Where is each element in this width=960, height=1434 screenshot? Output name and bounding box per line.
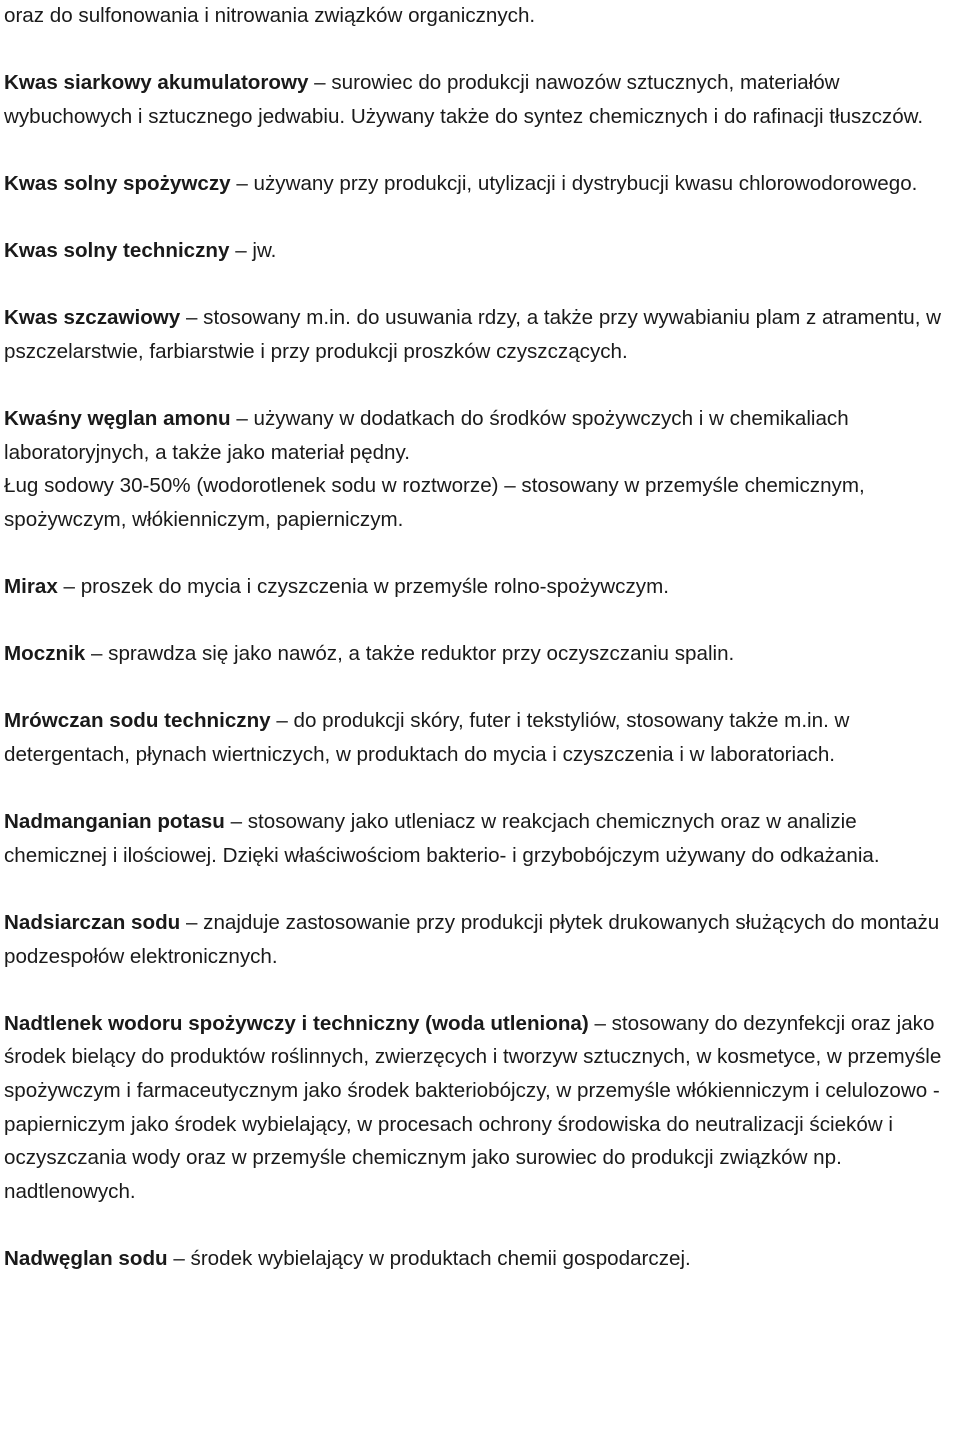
entry-term: Kwas solny spożywczy: [4, 171, 231, 195]
entry-description: stosowany m.in. do usuwania rdzy, a także przy wywabianiu plam z atramentu, w pszczelarstwie, farbiarstwie i przy produkcji proszków czyszczących.: [4, 306, 942, 363]
entry-term: Kwas siarkowy akumulatorowy: [4, 71, 309, 95]
entry-nadweglan-sodu: [4, 1242, 956, 1276]
entry-dash: –: [57, 575, 81, 599]
entry-description: surowiec do produkcji nawozów sztucznych, materiałów wybuchowych i sztucznego jedwabiu. Używany także do syntez chemicznych i do rafinacji tłuszczów.: [4, 71, 924, 128]
entry-description: sprawdza się jako nawóz, a także reduktor przy oczyszczaniu spalin.: [108, 642, 735, 666]
entry-description: oraz do sulfonowania i nitrowania związków organicznych.: [4, 4, 536, 27]
entry-term: Nadsiarczan sodu: [4, 911, 181, 935]
entry-term: Nadwęglan sodu: [4, 1246, 168, 1270]
entry-description: do produkcji skóry, futer i tekstyliów, stosowany także m.in. w detergentach, płynach wiertniczych, w produktach do mycia i czyszczenia i w laboratoriach.: [4, 709, 850, 767]
entry-dash: –: [229, 239, 253, 263]
entry-sulfonation-continuation: [4, 0, 956, 33]
entry-nadmanganian-potasu: [4, 805, 956, 872]
entry-kwas-szczawiowy: [4, 301, 956, 368]
entry-kwas-solny-techniczny: [4, 234, 956, 268]
entry-mrowczan-sodu: [4, 704, 956, 771]
entry-mirax: [4, 570, 956, 604]
entry-description: używany przy produkcji, utylizacji i dystrybucji kwasu chlorowodorowego.: [253, 171, 918, 195]
entry-term: Mocznik: [4, 642, 86, 666]
entry-kwasny-weglan-amonu: [4, 402, 956, 469]
entry-description: Ług sodowy 30-50% (wodorotlenek sodu w roztworze) – stosowany w przemyśle chemicznym, spożywczym, włókienniczym, papierniczym.: [4, 474, 865, 531]
entry-term: Kwas solny techniczny: [4, 239, 230, 263]
entry-kwas-solny-spozywczy: [4, 167, 956, 201]
entry-term: Nadtlenek wodoru spożywczy i techniczny (woda utleniona): [4, 1011, 589, 1035]
entry-dash: –: [224, 810, 248, 834]
entry-description: środek wybielający w produktach chemii gospodarczej.: [190, 1246, 691, 1270]
entry-description: stosowany do dezynfekcji oraz jako środek bielący do produktów roślinnych, zwierzęcych i tworzyw sztucznych, w kosmetyce, w przemyśle spożywczym i farmaceutycznym jako środek bakteriobójczy, w przemyśle włókienniczym i celulozowo - papierniczym jako środek wybielający, w procesach ochrony środowiska do neutralizacji ścieków i oczyszczania wody oraz w przemyśle chemicznym jako surowiec do produkcji związków np. nadtlenowych.: [4, 1011, 942, 1203]
entry-dash: –: [308, 71, 332, 95]
entry-dash: –: [230, 171, 254, 195]
entry-lug-sodowy: [4, 469, 956, 536]
entry-nadsiarczan-sodu: [4, 906, 956, 973]
entry-nadtlenek-wodoru: [4, 1007, 956, 1209]
entry-term: Kwas szczawiowy: [4, 306, 181, 330]
entry-description: proszek do mycia i czyszczenia w przemyśle rolno-spożywczym.: [80, 575, 669, 599]
entry-dash: –: [230, 407, 254, 431]
entry-dash: –: [85, 642, 109, 666]
entry-dash: –: [167, 1246, 191, 1270]
entry-dash: –: [588, 1011, 612, 1035]
entry-term: Kwaśny węglan amonu: [4, 407, 231, 431]
entry-dash: –: [180, 306, 204, 330]
entry-description: znajduje zastosowanie przy produkcji płytek drukowanych służących do montażu podzespołów elektronicznych.: [4, 911, 940, 968]
entry-kwas-siarkowy: [4, 66, 956, 133]
entry-description: stosowany jako utleniacz w reakcjach chemicznych oraz w analizie chemicznej i ilościowej. Dzięki właściwościom bakterio- i grzybobójczym używany do odkażania.: [4, 810, 880, 867]
entry-mocznik: [4, 637, 956, 671]
document-body: [4, 0, 956, 1276]
entry-dash: –: [270, 709, 294, 733]
entry-description: używany w dodatkach do środków spożywczych i w chemikaliach laboratoryjnych, a także jako materiał pędny.: [4, 407, 849, 464]
entry-description: jw.: [252, 239, 277, 263]
entry-dash: –: [180, 911, 204, 935]
entry-term: Mirax: [4, 575, 58, 599]
entry-term: Mrówczan sodu techniczny: [4, 709, 271, 733]
entry-term: Nadmanganian potasu: [4, 810, 225, 834]
